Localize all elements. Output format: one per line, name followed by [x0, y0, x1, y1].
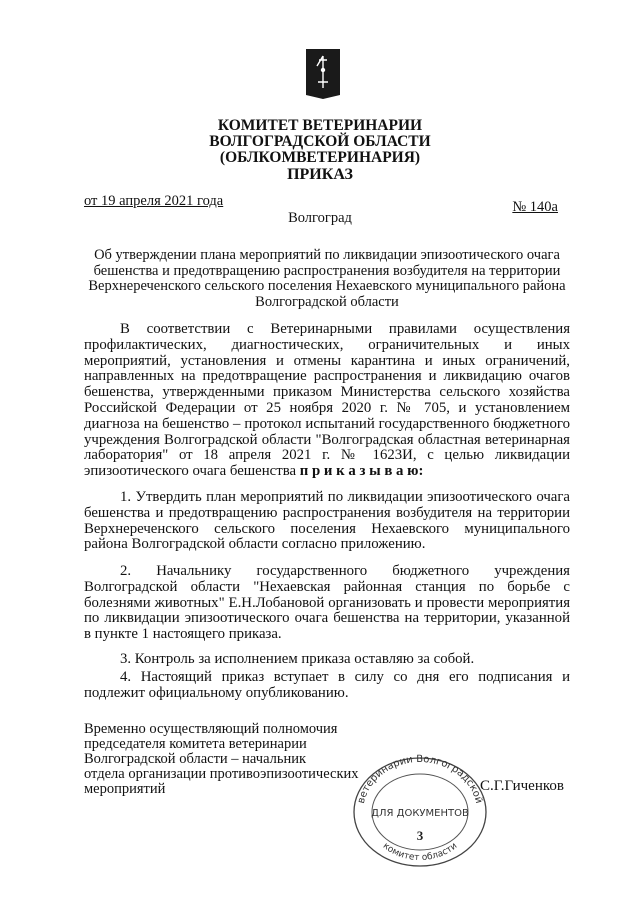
signature-line-4: отдела организации противоэпизоотических	[84, 766, 359, 782]
order-item-4	[84, 670, 570, 702]
order-item-1	[84, 490, 570, 553]
signature-block	[84, 722, 384, 797]
preamble-text: В соответствии с Ветеринарными правилами осуществления профилактических, диагностических, ограничительных и иных мероприятий, установления и отмены карантина и иных ограничений, направленных на предотвращение распространения и ликвидацию очагов бешенства, утвержденными приказом Министерства сельского хозяйства Российской Федерации от 25 ноября 2020 г. № 705, и установлением диагноза на бешенство – протокол испытаний государственного бюджетного учреждения Волгоградской области "Волгоградская областная ветеринарная лаборатория" от 18 апреля 2021 г. № 1623И, с целью ликвидации эпизоотического очага бешенства	[84, 321, 570, 480]
signature-line-1: Временно осуществляющий полномочия	[84, 721, 338, 737]
stamp-top-text: ветеринарии Волгоградской	[355, 753, 485, 805]
org-name-line-1: КОМИТЕТ ВЕТЕРИНАРИИ	[217, 117, 423, 134]
stamp-bottom-text: комитет области	[380, 841, 460, 864]
signature-line-3: Волгоградской области – начальник	[84, 751, 307, 767]
signature-line-2: председателя комитета ветеринарии	[84, 736, 307, 752]
order-item-3	[84, 652, 570, 668]
document-type: ПРИКАЗ	[287, 166, 353, 183]
stamp-center-text: ДЛЯ ДОКУМЕНТОВ	[371, 808, 469, 819]
preamble-paragraph	[84, 322, 570, 480]
document-city: Волгоград	[288, 210, 352, 226]
order-item-1-text: 1. Утвердить план мероприятий по ликвидации эпизоотического очага бешенства и предотвращению распространения возбудителя на территории Верхнереченского сельского поселения Нехаевского муниципального района Волгоградской области согласно приложению.	[84, 489, 570, 553]
order-item-2	[84, 564, 570, 643]
signature-line-5: мероприятий	[84, 781, 166, 797]
stamp-number: 3	[416, 828, 424, 843]
coat-of-arms-emblem	[305, 48, 341, 100]
signer-name: С.Г.Гиченков	[480, 778, 564, 794]
document-date: от 19 апреля 2021 года	[84, 193, 224, 209]
org-name-short: (ОБЛКОМВЕТЕРИНАРИЯ)	[219, 149, 421, 166]
document-subject: Об утверждении плана мероприятий по ликвидации эпизоотического очага бешенства и предотвращению распространения возбудителя на территории Верхнереченского сельского поселения Нехаевского муниципального района Волгоградской области	[88, 247, 566, 310]
org-name-line-2: ВОЛГОГРАДСКОЙ ОБЛАСТИ	[209, 133, 431, 150]
order-item-2-text: 2. Начальнику государственного бюджетного учреждения Волгоградской области "Нехаевская районная станция по борьбе с болезнями животных" Е.Н.Лобановой организовать и провести мероприятия по ликвидации эпизоотического очага бешенства на территории, указанной в пункте 1 настоящего приказа.	[84, 563, 570, 643]
order-word: п р и к а з ы в а ю:	[299, 463, 424, 480]
official-stamp	[345, 752, 495, 867]
document-number: № 140а	[512, 199, 558, 215]
order-item-4-text: 4. Настоящий приказ вступает в силу со дня его подписания и подлежит официальному опубликованию.	[84, 669, 570, 701]
order-item-3-text: 3. Контроль за исполнением приказа оставляю за собой.	[120, 651, 475, 667]
